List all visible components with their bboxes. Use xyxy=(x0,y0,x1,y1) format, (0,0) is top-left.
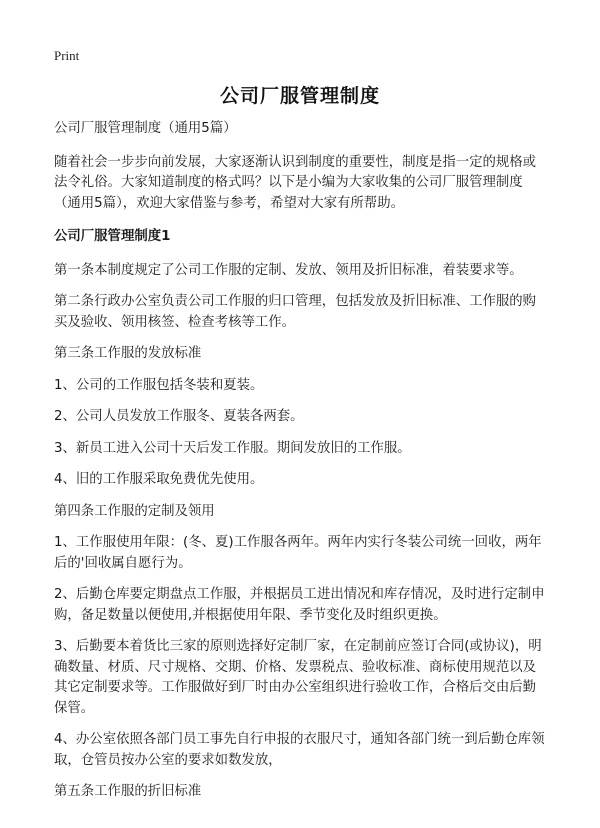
list-item: 1、公司的工作服包括冬装和夏装。 xyxy=(54,377,264,393)
list-item: 4、旧的工作服采取免费优先使用。 xyxy=(54,472,264,487)
list-item: 1、工作服使用年限：(冬、夏)工作服各两年。两年内实行冬装公司统一回收，两年后的'回收属自愿行为。 xyxy=(54,535,542,571)
list-item: 2、公司人员发放工作服冬、夏装各两套。 xyxy=(54,409,304,424)
list-item: 2、后勤仓库要定期盘点工作服，并根据员工进出情况和库存情况，及时进行定制申购，备足数量以便使用,并根据使用年限、季节变化及时组织更换。 xyxy=(54,587,545,623)
list-item: 3、后勤要本着货比三家的原则选择好定制厂家，在定制前应签订合同(或协议)，明确数量、材质、尺寸规格、交期、价格、发票税点、验收标准、商标使用规范以及其它定制要求等。工作服做好到厂时由办公室组织进行验收工作，合格后交由后勤保管。 xyxy=(54,639,542,716)
article-2: 第二条行政办公室负责公司工作服的归口管理，包括发放及折旧标准、工作服的购买及验收、领用核签、检查考核等工作。 xyxy=(54,294,537,330)
document-body xyxy=(54,119,547,814)
article-1: 第一条本制度规定了公司工作服的定制、发放、领用及折旧标准，着装要求等。 xyxy=(54,262,523,278)
article-4-heading: 第四条工作服的定制及领用 xyxy=(54,503,215,519)
article-5-heading: 第五条工作服的折旧标准 xyxy=(54,784,202,799)
list-item: 3、新员工进入公司十天后发工作服。期间发放旧的工作服。 xyxy=(54,440,411,456)
document-subtitle: 公司厂服管理制度（通用5篇） xyxy=(54,121,237,136)
page-title: 公司厂服管理制度 xyxy=(219,85,380,107)
intro-paragraph: 随着社会一步步向前发展，大家逐渐认识到制度的重要性，制度是指一定的规格或法令礼俗。大家知道制度的格式吗？以下是小编为大家收集的公司厂服管理制度（通用5篇），欢迎大家借鉴与参考，希望对大家有所帮助。 xyxy=(54,154,537,211)
article-3-heading: 第三条工作服的发放标准 xyxy=(54,346,202,361)
list-item: 4、办公室依照各部门员工事先自行申报的衣服尺寸，通知各部门统一到后勤仓库领取，仓管员按办公室的要求如数发放， xyxy=(54,732,545,768)
section-heading: 公司厂服管理制度1 xyxy=(54,229,171,244)
print-label: Print xyxy=(54,48,80,63)
